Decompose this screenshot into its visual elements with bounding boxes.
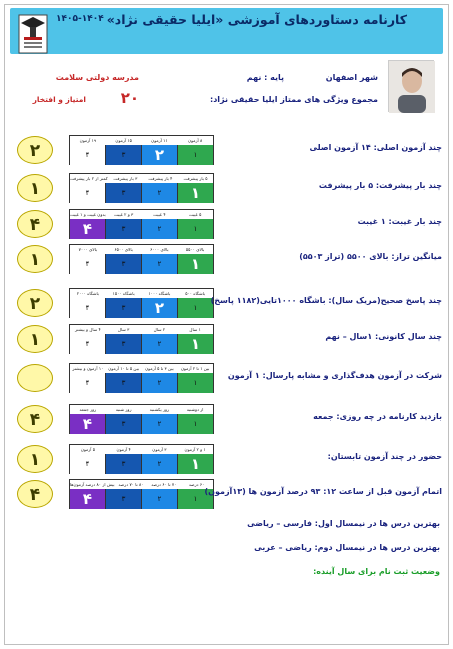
row-score-badge: ۴ (17, 210, 53, 238)
level-cell: ۴ (70, 298, 105, 318)
level-cell: ۳ (105, 298, 141, 318)
level-cell: ۴ (70, 414, 105, 434)
level-label: ۵ بار پیشرفت (183, 176, 208, 181)
criteria-row (5, 238, 450, 274)
level-cell: ۳ (105, 145, 141, 165)
level-label: ۳ سال (117, 327, 130, 332)
level-cell: ۲ (141, 298, 177, 318)
criteria-row (5, 129, 450, 165)
level-label: ۵ غیبت (188, 212, 202, 217)
level-cell: ۱ (177, 489, 213, 509)
criteria-question: چند بار پیشرفت: ۵ بار پیشرفت (318, 181, 442, 190)
best-subjects-first: بهترین درس ها در نیمسال اول: فارسی – ریاضی (247, 519, 440, 528)
level-label: ۱۹ آزمون (79, 138, 97, 143)
student-photo (388, 60, 434, 112)
level-cell: ۲ (141, 454, 177, 474)
student-school: مدرسه دولتی سلامت (55, 73, 139, 82)
criteria-question: چند بار غیبت: ۱ غیبت (357, 217, 442, 226)
level-label: بین ۵ تا ۱۰ آزمون (108, 366, 140, 371)
level-label: ۴ سال و بیشتر (74, 327, 101, 332)
level-scale (69, 135, 214, 165)
level-label: باشگاه ۱۰۰۰ (148, 291, 171, 296)
level-scale (69, 363, 214, 393)
level-cell: ۲ (141, 414, 177, 434)
page-title: کارنامه دستاوردهای آموزشی «ایلیا حقیقی نژاد» (106, 12, 407, 27)
level-label: باشگاه ۲۰۰۰ (76, 291, 99, 296)
level-cell: ۱ (177, 183, 213, 203)
criteria-question: چند پاسخ صحیح(مریک سال): باشگاه ۱۰۰۰تایی(۱۱۸۲ پاسخ) (210, 296, 442, 305)
level-scale (69, 173, 214, 203)
level-label: بالای ۷۰۰۰ (78, 247, 98, 252)
criteria-row (5, 167, 450, 203)
level-label: روز جمعه (79, 407, 97, 412)
level-cell: ۴ (70, 183, 105, 203)
row-score-badge: ۲ (17, 136, 53, 164)
report-card (4, 4, 449, 645)
level-label: ۷۰ تا ۶۰ درصد (151, 482, 177, 487)
level-label: بین ۱ تا ۲ آزمون (180, 366, 210, 371)
criteria-row (5, 438, 450, 474)
level-cell: ۳ (105, 254, 141, 274)
level-label: بین ۳ تا ۵ آزمون (145, 366, 174, 371)
row-score-badge: ۴ (17, 405, 53, 433)
level-cell: ۳ (105, 489, 141, 509)
criteria-row (5, 203, 450, 239)
level-scale (69, 209, 214, 239)
level-scale (69, 404, 214, 434)
level-cell: ۱ (177, 334, 213, 354)
level-cell: ۴ (70, 373, 105, 393)
level-cell: ۴ (70, 254, 105, 274)
total-score-label: امتیاز و افتخار (32, 95, 86, 104)
level-cell: ۲ (141, 334, 177, 354)
level-scale (69, 288, 214, 318)
level-cell: ۳ (105, 219, 141, 239)
level-cell: ۴ (70, 454, 105, 474)
level-cell: ۲ (141, 254, 177, 274)
level-scale (69, 479, 214, 509)
level-cell: ۳ (105, 373, 141, 393)
criteria-row (5, 357, 450, 393)
level-label: ۴ بار پیشرفت (148, 176, 173, 181)
academic-years: ۱۴۰۵-۱۴۰۴ (56, 14, 104, 24)
level-label: ۳ آزمون (152, 447, 167, 452)
student-city: شهر اصفهان (325, 73, 378, 82)
level-label: بدون غیبت و ۱ غیبت (70, 212, 106, 217)
criteria-question: حضور در چند آزمون تابستان: (327, 452, 442, 461)
level-cell: ۴ (70, 334, 105, 354)
level-label: کمتر از ۲ بار پیشرفت (70, 176, 108, 181)
level-cell: ۳ (105, 334, 141, 354)
level-label: ۵ آزمون (80, 447, 95, 452)
student-grade: پایه : نهم (246, 73, 284, 82)
level-label: ۱۱ آزمون (151, 138, 168, 143)
criteria-row (5, 282, 450, 318)
features-label: مجموع ویژگی های ممتاز ایلیا حقیقی نژاد: (210, 95, 378, 104)
level-cell: ۲ (141, 373, 177, 393)
level-label: ۲ سال (153, 327, 166, 332)
criteria-row (5, 318, 450, 354)
level-cell: ۲ (141, 145, 177, 165)
row-score-badge: ۱ (17, 245, 53, 273)
level-label: بالای ۶۵۰۰ (114, 247, 133, 252)
header-banner (10, 8, 443, 54)
level-scale (69, 244, 214, 274)
level-cell: ۲ (141, 489, 177, 509)
level-label: ۴ آزمون (116, 447, 131, 452)
level-label: بالای ۵۵۰۰ (185, 247, 205, 252)
row-score-badge: ۴ (17, 480, 53, 508)
level-cell: ۳ (105, 183, 141, 203)
level-cell: ۱ (177, 145, 213, 165)
level-label: باشگاه ۵۰۰ (185, 291, 206, 296)
level-cell: ۴ (70, 219, 105, 239)
level-cell: ۱ (177, 219, 213, 239)
criteria-question: میانگین تراز: بالای ۵۵۰۰ (تراز ۵۵۰۳) (299, 252, 442, 261)
criteria-question: اتمام آزمون قبل از ساعت ۱۲: ۹۳ درصد آزمون ها (۱۳آزمون) (204, 487, 442, 496)
level-cell: ۱ (177, 254, 213, 274)
criteria-question: شرکت در آزمون هدف‌گذاری و مشابه پارسال: ۱ آزمون (227, 371, 442, 380)
criteria-row (5, 473, 450, 509)
level-label: ۳ و ۲ غیبت (113, 212, 134, 217)
level-label: ۱ و ۲ آزمون (184, 447, 206, 452)
row-score-badge: ۱ (17, 325, 53, 353)
criteria-row (5, 398, 450, 434)
level-label: ۸۰ تا ۷۰ درصد (118, 482, 144, 487)
level-cell: ۱ (177, 298, 213, 318)
school-logo-icon (15, 11, 51, 57)
level-label: بالای ۶۰۰۰ (150, 247, 169, 252)
level-cell: ۱ (177, 454, 213, 474)
level-cell: ۴ (70, 489, 105, 509)
level-label: ۱۵ آزمون (115, 138, 132, 143)
level-label: روز شنبه (115, 407, 132, 412)
level-cell: ۲ (141, 183, 177, 203)
level-label: بیش از ۸۰ درصد آزمون‌ها (70, 482, 115, 487)
row-score-badge: ۲ (17, 289, 53, 317)
level-label: ۴ غیبت (153, 212, 166, 217)
level-label: ۸ آزمون (188, 138, 203, 143)
registration-status: وضعیت ثبت نام برای سال آینده: (313, 567, 440, 576)
level-cell: ۲ (141, 219, 177, 239)
level-label: روز یکشنبه (149, 407, 170, 412)
level-cell: ۱ (177, 373, 213, 393)
row-score-badge: ۱ (17, 174, 53, 202)
criteria-question: چند سال کانونی: ۱سال – نهم (325, 332, 442, 341)
level-label: باشگاه ۱۵۰۰ (112, 291, 135, 296)
level-label: ۳ بار پیشرفت (113, 176, 138, 181)
level-cell: ۱ (177, 414, 213, 434)
best-subjects-second: بهترین درس ها در نیمسال دوم: ریاضی – عربی (254, 543, 440, 552)
level-scale (69, 444, 214, 474)
criteria-question: بازدید کارنامه در چه روزی: جمعه (313, 412, 442, 421)
level-label: ۶۰ درصد (188, 482, 205, 487)
row-score-badge: ۱ (17, 445, 53, 473)
total-score: ۲۰ (120, 89, 139, 107)
level-scale (69, 324, 214, 354)
level-cell: ۳ (105, 414, 141, 434)
row-score-badge (17, 364, 53, 392)
level-cell: ۴ (70, 145, 105, 165)
level-label: از دوشنبه (186, 407, 204, 412)
level-label: ۱ سال (189, 327, 201, 332)
level-label: ۱۰ آزمون و بیشتر (72, 366, 104, 371)
criteria-question: چند آزمون اصلی: ۱۴ آزمون اصلی (309, 143, 442, 152)
level-cell: ۳ (105, 454, 141, 474)
